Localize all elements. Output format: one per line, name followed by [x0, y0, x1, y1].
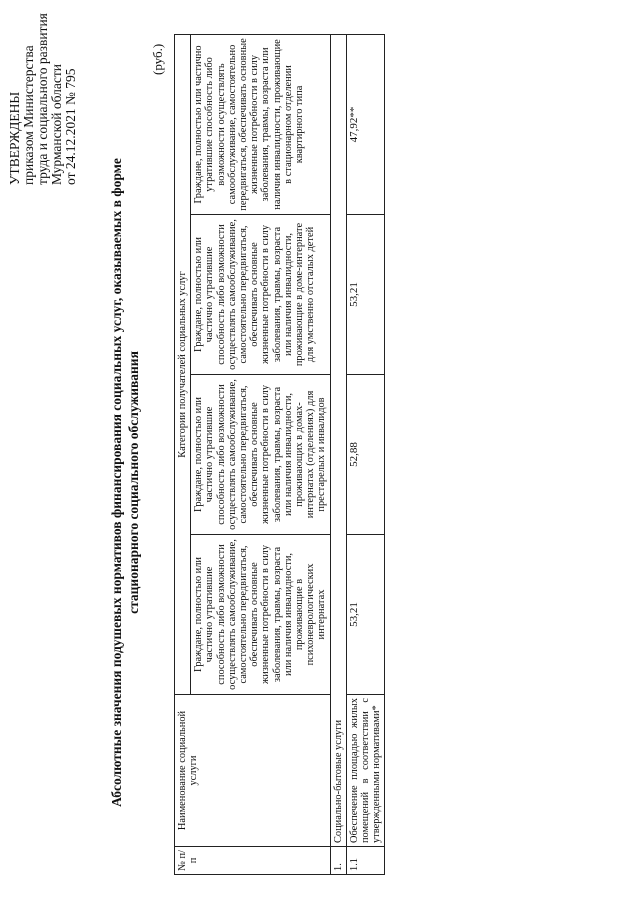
approval-line: от 24.12.2021 № 795	[63, 68, 78, 185]
approval-line: УТВЕРЖДЕНЫ	[7, 91, 22, 185]
category-apartment-type: Граждане, полностью или частично утратившие способность либо возможности осуществлять самообслуживание, самостоятельно передвигаться, обеспечивать основные жизненные потребности в силу заболевания, травмы, возраста или наличия инвалидности, проживающие в стационарном отделении квартирного типа	[191, 34, 330, 214]
section-title: Социально-бытовые услуги	[330, 34, 346, 846]
service-column-header: Наименование социальной услуги	[175, 695, 331, 847]
unit-label: (руб.)	[150, 43, 165, 75]
title-line: стационарного социального обслуживания	[126, 351, 141, 614]
approval-line: труда и социального развития	[35, 13, 50, 185]
categories-header: Категории получателей социальных услуг	[175, 34, 191, 694]
value-cell: 47,92**	[346, 34, 385, 214]
value-cell: 52,88	[346, 375, 385, 535]
category-children-home: Граждане, полностью или частично утратившие способность либо возможности осуществлять самообслуживание, самостоятельно передвигаться, обеспечивать основные жизненные потребности в силу заболевания, травмы, возраста или наличия инвалидности, проживающие в доме-интернате для умственно отсталых детей	[191, 215, 330, 375]
table-row	[330, 34, 346, 874]
approval-line: приказом Министерства	[21, 45, 36, 185]
num-column-header: № п/п	[175, 847, 331, 875]
approval-line: Мурманской области	[49, 64, 64, 185]
category-elderly-homes: Граждане, полностью или частично утратившие способность либо возможности осуществлять самообслуживание, самостоятельно передвигаться, обеспечивать основные жизненные потребности в силу заболевания, травмы, возраста или наличия инвалидности, проживающих в домах-интернатах (отделениях) для престарелых и инвалидов	[191, 375, 330, 535]
title-line: Абсолютные значения подушевых нормативов финансирования социальных услуг, оказываемых в форме	[109, 158, 124, 807]
value-cell: 53,21	[346, 215, 385, 375]
document-title	[108, 80, 142, 885]
row-number: 1.	[330, 847, 346, 875]
table-row	[346, 34, 385, 874]
approval-stamp	[8, 5, 78, 185]
row-number: 1.1	[346, 847, 385, 875]
norms-table	[174, 34, 385, 875]
category-psychoneurological: Граждане, полностью или частично утратившие способность либо возможности осуществлять самообслуживание, самостоятельно передвигаться, обеспечивать основные жизненные потребности в силу заболевания, травмы, возраста или наличия инвалидности, проживающие в психоневрологических интернатах	[191, 535, 330, 695]
service-name: Обеспечение площадью жилых помещений в соответствии с утвержденными нормативами*	[346, 695, 385, 847]
value-cell: 53,21	[346, 535, 385, 695]
